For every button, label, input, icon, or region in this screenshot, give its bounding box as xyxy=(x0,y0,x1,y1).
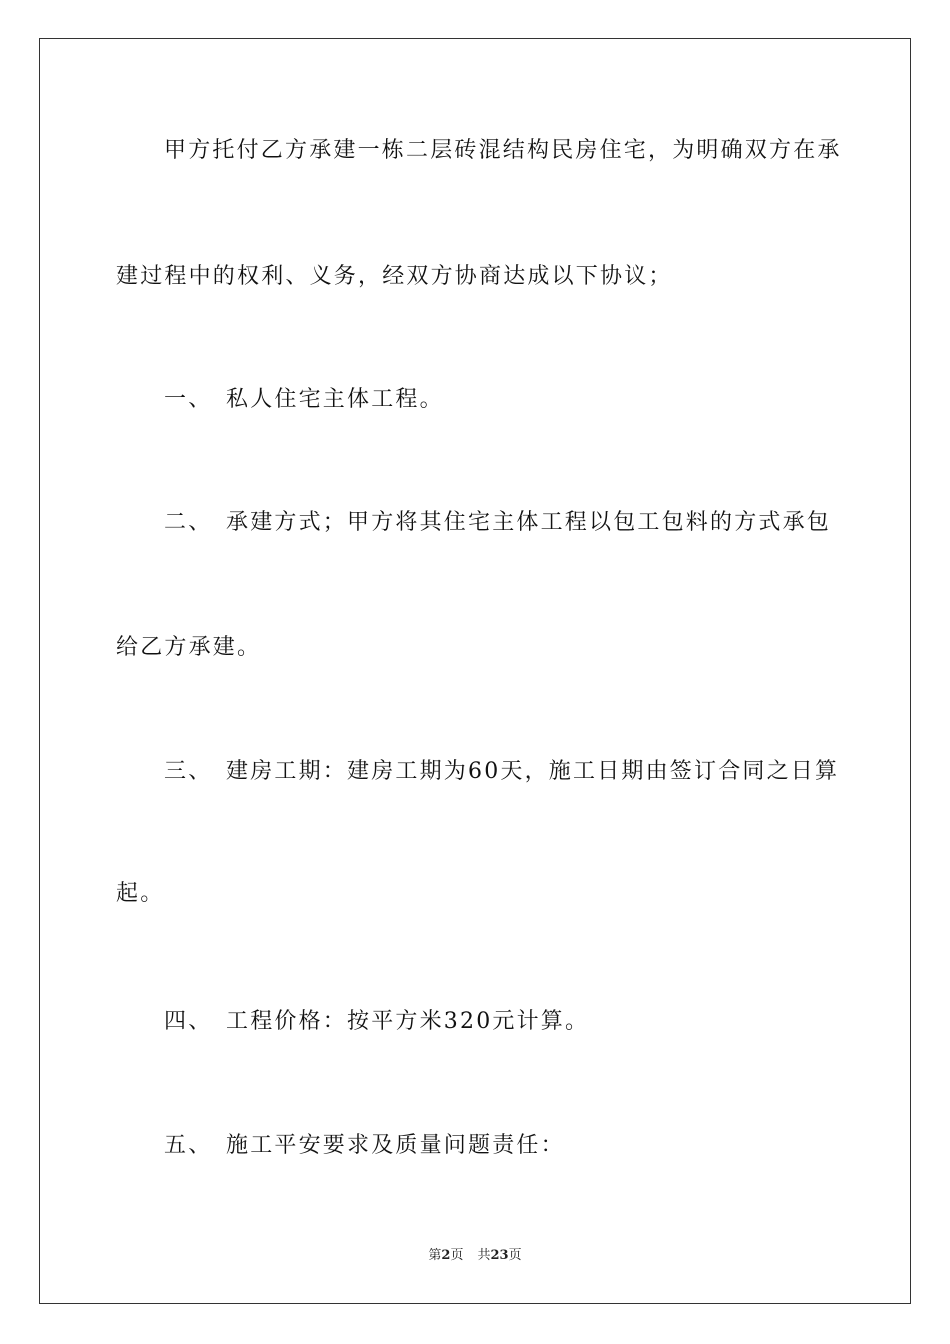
item-3 xyxy=(164,757,839,787)
page-border xyxy=(39,38,911,1304)
item-5-text: 施工平安要求及质量问题责任： xyxy=(226,1133,565,1158)
item-2-continuation: 给乙方承建。 xyxy=(116,635,262,660)
item-2 xyxy=(164,508,831,538)
page-footer xyxy=(0,1247,950,1265)
footer-page-current: 2 xyxy=(441,1248,451,1263)
item-5 xyxy=(164,1131,565,1161)
item-4-text: 工程价格：按平方米320元计算。 xyxy=(226,1009,590,1034)
item-2-number: 二、 xyxy=(164,510,213,535)
item-4 xyxy=(164,1007,589,1037)
footer-total-suffix: 页 xyxy=(508,1248,522,1263)
item-3-number: 三、 xyxy=(164,759,213,784)
item-2-text: 承建方式；甲方将其住宅主体工程以包工包料的方式承包 xyxy=(226,510,832,535)
item-3-text: 建房工期：建房工期为60天，施工日期由签订合同之日算 xyxy=(226,759,840,784)
footer-page-suffix: 页 xyxy=(450,1248,464,1263)
item-1 xyxy=(164,385,444,415)
footer-total-prefix: 共 xyxy=(477,1248,491,1263)
item-1-text: 私人住宅主体工程。 xyxy=(226,387,444,412)
item-3-continuation: 起。 xyxy=(116,881,165,906)
footer-page-prefix: 第 xyxy=(428,1248,442,1263)
footer-page-total: 23 xyxy=(490,1248,509,1263)
intro-line-2: 建过程中的权利、义务，经双方协商达成以下协议； xyxy=(116,264,673,289)
intro-line-1: 甲方托付乙方承建一栋二层砖混结构民房住宅，为明确双方在承 xyxy=(164,138,842,163)
item-1-number: 一、 xyxy=(164,387,213,412)
item-4-number: 四、 xyxy=(164,1009,213,1034)
item-5-number: 五、 xyxy=(164,1133,213,1158)
